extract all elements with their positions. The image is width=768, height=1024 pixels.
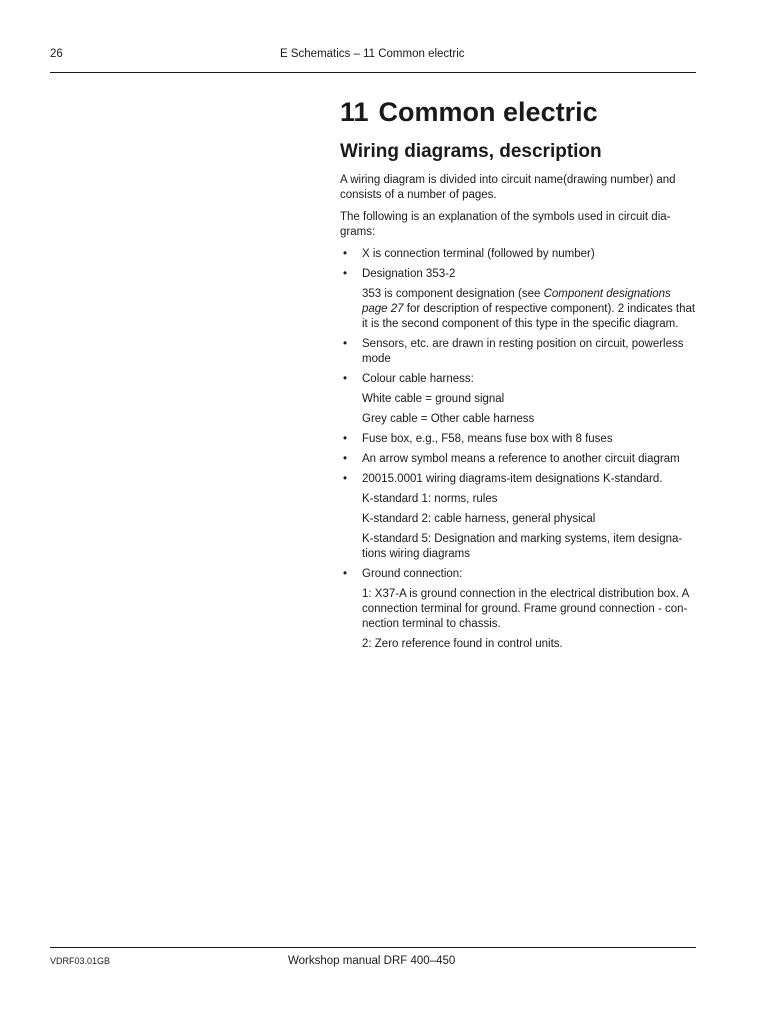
kstandard-detail [362,492,696,562]
list-item [340,372,696,427]
designation-detail: 353 is component designation (see Component designations page 27 for description of respective component). 2 indicates that it is the second component of this type in the specific diagram. [362,288,696,330]
bullet: • [343,338,348,350]
list-item [340,452,696,467]
running-title: E Schematics – 11 Common electric [280,48,465,60]
header-rule [50,72,696,73]
list-item-text: Colour cable harness: [362,373,474,385]
main-content [340,94,696,657]
list-item-text: Designation 353-2 [362,268,456,280]
bullet: • [343,268,348,280]
bullet: • [343,453,348,465]
sub-line: White cable = ground signal [362,393,505,405]
footer-rule [50,947,696,948]
list-item [340,247,696,262]
intro-paragraph: A wiring diagram is divided into circuit name(drawing number) and consists of a number of pages. [340,174,676,201]
bullet: • [343,568,348,580]
page-number: 26 [50,48,63,60]
list-item [340,567,696,652]
list-item-text: Fuse box, e.g., F58, means fuse box with 8 fuses [362,433,613,445]
chapter-heading [340,94,696,130]
symbols-intro-paragraph: The following is an explanation of the symbols used in circuit dia-grams: [340,211,671,238]
list-item-text: Sensors, etc. are drawn in resting position on circuit, powerless mode [362,338,684,365]
list-item [340,267,696,332]
bullet: • [343,373,348,385]
list-item [340,472,696,562]
symbol-list [340,247,696,652]
sub-line: Grey cable = Other cable harness [362,413,535,425]
chapter-number: 11 [340,97,369,127]
sub-line: 2: Zero reference found in control units. [362,638,563,650]
section-heading: Wiring diagrams, description [340,141,602,162]
colour-detail [362,392,696,427]
list-item-text: An arrow symbol means a reference to another circuit diagram [362,453,680,465]
document-code: VDRF03.01GB [50,956,111,966]
bullet: • [343,473,348,485]
sub-line: 1: X37-A is ground connection in the electrical distribution box. A connection terminal for ground. Frame ground connection - con-nection terminal to chassis. [362,588,689,630]
ground-detail [362,587,696,652]
list-item [340,337,696,367]
component-designations-reference: Component designations page 27 [362,288,671,315]
list-item-text: Ground connection: [362,568,463,580]
chapter-title: Common electric [378,97,598,127]
list-item-text: 20015.0001 wiring diagrams-item designations K-standard. [362,473,663,485]
sub-line: K-standard 5: Designation and marking systems, item designa-tions wiring diagrams [362,533,683,560]
list-item [340,432,696,447]
footer-manual-title: Workshop manual DRF 400–450 [288,955,456,967]
list-item-text: X is connection terminal (followed by number) [362,248,595,260]
sub-line: K-standard 2: cable harness, general physical [362,513,596,525]
sub-line: K-standard 1: norms, rules [362,493,498,505]
bullet: • [343,433,348,445]
bullet: • [343,248,348,260]
